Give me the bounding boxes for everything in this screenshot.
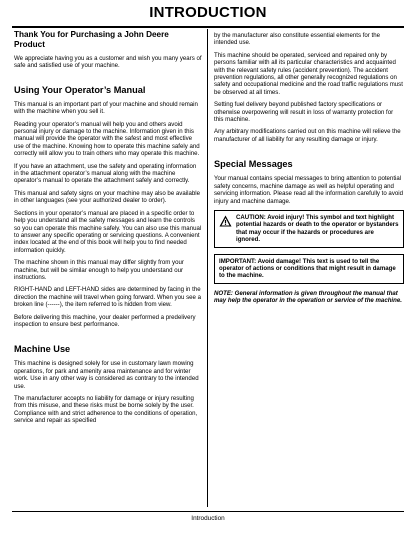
footer-label: Introduction bbox=[191, 515, 225, 522]
important-box bbox=[214, 254, 404, 284]
manual-paragraph-6: The machine shown in this manual may differ slightly from your machine, but will be similar enough to help you understand our instructions. bbox=[14, 259, 184, 281]
note-text: NOTE: General information is given throughout the manual that may help the operator in the operation or service of the machine. bbox=[214, 289, 402, 305]
machine-use-paragraph-2: The manufacturer accepts no liability for damage or injury resulting from this misuse, and these risks must be borne solely by the user. Compliance with and strict adherence to the conditions of operation, service and repair as specified bbox=[14, 395, 198, 425]
important-text: IMPORTANT: Avoid damage! This text is used to tell the operator of actions or conditions that might result in damage to the machine. bbox=[219, 257, 396, 280]
machine-use-paragraph-4: Setting fuel delivery beyond published factory specifications or otherwise overpowering will result in loss of warranty protection for this machine. bbox=[214, 101, 394, 124]
manual-paragraph-4: This manual and safety signs on your machine may also be available in other languages (see your authorized dealer to order). bbox=[14, 189, 200, 205]
manual-paragraph-3: If you have an attachment, use the safety and operating information in the attachment operator’s manual along with the machine operator’s manual to operate the attachment safely and correctly. bbox=[14, 162, 197, 185]
title-rule bbox=[12, 26, 404, 28]
machine-use-paragraph-1: This machine is designed solely for use in customary lawn mowing operations, for park and amenity area maintenance and for winter work. Use in any other way is considered as contrary to the intended use. bbox=[14, 360, 199, 390]
manual-paragraph-2: Reading your operator’s manual will help you and others avoid personal injury or damage to the machine. Information given in this manual will provide the operator with the safest and most effective use of the machine. Knowing how to operate this machine safely and correctly will allow you to train others who may operate this machine. bbox=[14, 120, 200, 158]
machine-use-heading: Machine Use bbox=[14, 344, 71, 355]
footer-rule bbox=[12, 511, 404, 512]
special-messages-heading: Special Messages bbox=[214, 159, 293, 170]
special-messages-paragraph: Your manual contains special messages to bring attention to potential safety concerns, machine damage as well as helpful operating and servicing information. Please read all the information carefully to avoid injury and machine damage. bbox=[214, 175, 404, 205]
warning-triangle-icon bbox=[219, 215, 232, 227]
thanks-heading: Thank You for Purchasing a John Deere Product bbox=[14, 30, 169, 49]
manual-paragraph-7: RIGHT-HAND and LEFT-HAND sides are determined by facing in the direction the machine will travel when going forward. When you see a broken line (------), the item referred to is hidden from view. bbox=[14, 286, 201, 309]
manual-paragraph-1: This manual is an important part of your machine and should remain with the machine when you sell it. bbox=[14, 100, 198, 116]
thanks-paragraph: We appreciate having you as a customer and wish you many years of safe and satisfied use of your machine. bbox=[14, 55, 202, 70]
manual-paragraph-5: Sections in your operator’s manual are placed in a specific order to help you understand all the safety messages and learn the controls so you can operate this machine safely. You can also use this manual to answer any specific operating or servicing questions. A convenient index located at the end of this book will help you to find needed information quickly. bbox=[14, 209, 202, 254]
manual-heading: Using Your Operator’s Manual bbox=[14, 84, 146, 95]
right-column bbox=[214, 32, 404, 305]
column-divider bbox=[207, 29, 208, 507]
caution-box bbox=[214, 210, 404, 248]
machine-use-paragraph-3: This machine should be operated, serviced and repaired only by persons familiar with all its particular characteristics and acquainted with the relevant safety rules (accident prevention). The accident prevention regulations, all other generally recognized regulations on safety and occupational medicine and the road traffic regulations must be observed at all times. bbox=[214, 51, 403, 96]
page-title: INTRODUCTION bbox=[149, 4, 267, 21]
machine-use-paragraph-2-continued: by the manufacturer also constitute essential elements for the intended use. bbox=[214, 32, 380, 47]
left-column bbox=[14, 30, 202, 430]
caution-text: CAUTION: Avoid injury! This symbol and text highlight potential hazards or death to the operator or bystanders that may occur if the hazards or procedures are ignored. bbox=[236, 213, 399, 244]
machine-use-paragraph-5: Any arbitrary modifications carried out on this machine will relieve the manufacturer of all liability for any resulting damage or injury. bbox=[214, 128, 401, 143]
manual-paragraph-8: Before delivering this machine, your dealer performed a predelivery inspection to ensure best performance. bbox=[14, 313, 196, 328]
